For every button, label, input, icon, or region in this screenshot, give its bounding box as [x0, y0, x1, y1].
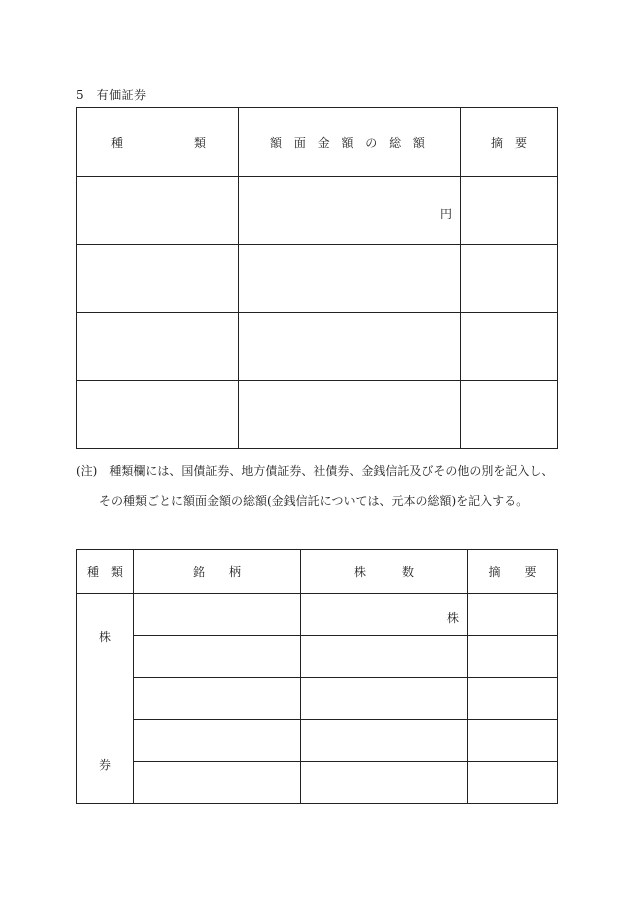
share-count-cell[interactable]: [301, 762, 468, 804]
header-remarks: 摘 要: [461, 108, 558, 177]
type-cell[interactable]: [77, 313, 239, 381]
remarks-cell[interactable]: [461, 245, 558, 313]
remarks-cell[interactable]: [468, 720, 558, 762]
brand-cell[interactable]: [134, 762, 301, 804]
header-remarks: 摘 要: [468, 550, 558, 594]
brand-cell[interactable]: [134, 594, 301, 636]
header-type: 種 類: [77, 550, 134, 594]
note-line-1: (注) 種類欄には、国債証券、地方債証券、社債券、金銭信託及びその他の別を記入し、: [76, 464, 554, 478]
remarks-cell[interactable]: [461, 177, 558, 245]
table-row: [77, 636, 558, 678]
securities-table: [76, 107, 558, 449]
share-unit: 株: [446, 611, 459, 625]
table-row: [77, 381, 558, 449]
header-type: [77, 108, 239, 177]
brand-cell[interactable]: [134, 720, 301, 762]
share-count-cell[interactable]: [301, 720, 468, 762]
header-type-2: 類: [193, 135, 206, 150]
category-char-top: 株: [99, 630, 112, 644]
header-share-count: 株 数: [301, 550, 468, 594]
amount-cell[interactable]: [239, 313, 461, 381]
type-cell[interactable]: [77, 177, 239, 245]
header-type-1: 種: [111, 135, 124, 150]
header-face-value-total: 額 面 金 額 の 総 額: [239, 108, 461, 177]
section-title: 5 有価証券: [76, 88, 147, 102]
yen-unit: 円: [439, 207, 452, 221]
table-header-row: [77, 550, 558, 594]
header-brand: 銘 柄: [134, 550, 301, 594]
category-char-bottom: 券: [99, 758, 112, 772]
share-count-cell[interactable]: [301, 636, 468, 678]
share-count-cell[interactable]: [301, 594, 468, 636]
remarks-cell[interactable]: [461, 381, 558, 449]
amount-cell[interactable]: [239, 381, 461, 449]
remarks-cell[interactable]: [461, 313, 558, 381]
amount-cell[interactable]: [239, 177, 461, 245]
table-row: [77, 177, 558, 245]
stock-category-cell: [77, 594, 134, 804]
type-cell[interactable]: [77, 381, 239, 449]
brand-cell[interactable]: [134, 636, 301, 678]
amount-cell[interactable]: [239, 245, 461, 313]
table-row: [77, 313, 558, 381]
table-row: [77, 678, 558, 720]
note-line-2: その種類ごとに額面金額の総額(金銭信託については、元本の総額)を記入する。: [99, 494, 529, 508]
remarks-cell[interactable]: [468, 678, 558, 720]
table-row: [77, 720, 558, 762]
table-row: [77, 245, 558, 313]
table-header-row: [77, 108, 558, 177]
stocks-table: [76, 549, 558, 804]
remarks-cell[interactable]: [468, 636, 558, 678]
brand-cell[interactable]: [134, 678, 301, 720]
share-count-cell[interactable]: [301, 678, 468, 720]
table-row: [77, 762, 558, 804]
table-row: [77, 594, 558, 636]
remarks-cell[interactable]: [468, 594, 558, 636]
remarks-cell[interactable]: [468, 762, 558, 804]
type-cell[interactable]: [77, 245, 239, 313]
